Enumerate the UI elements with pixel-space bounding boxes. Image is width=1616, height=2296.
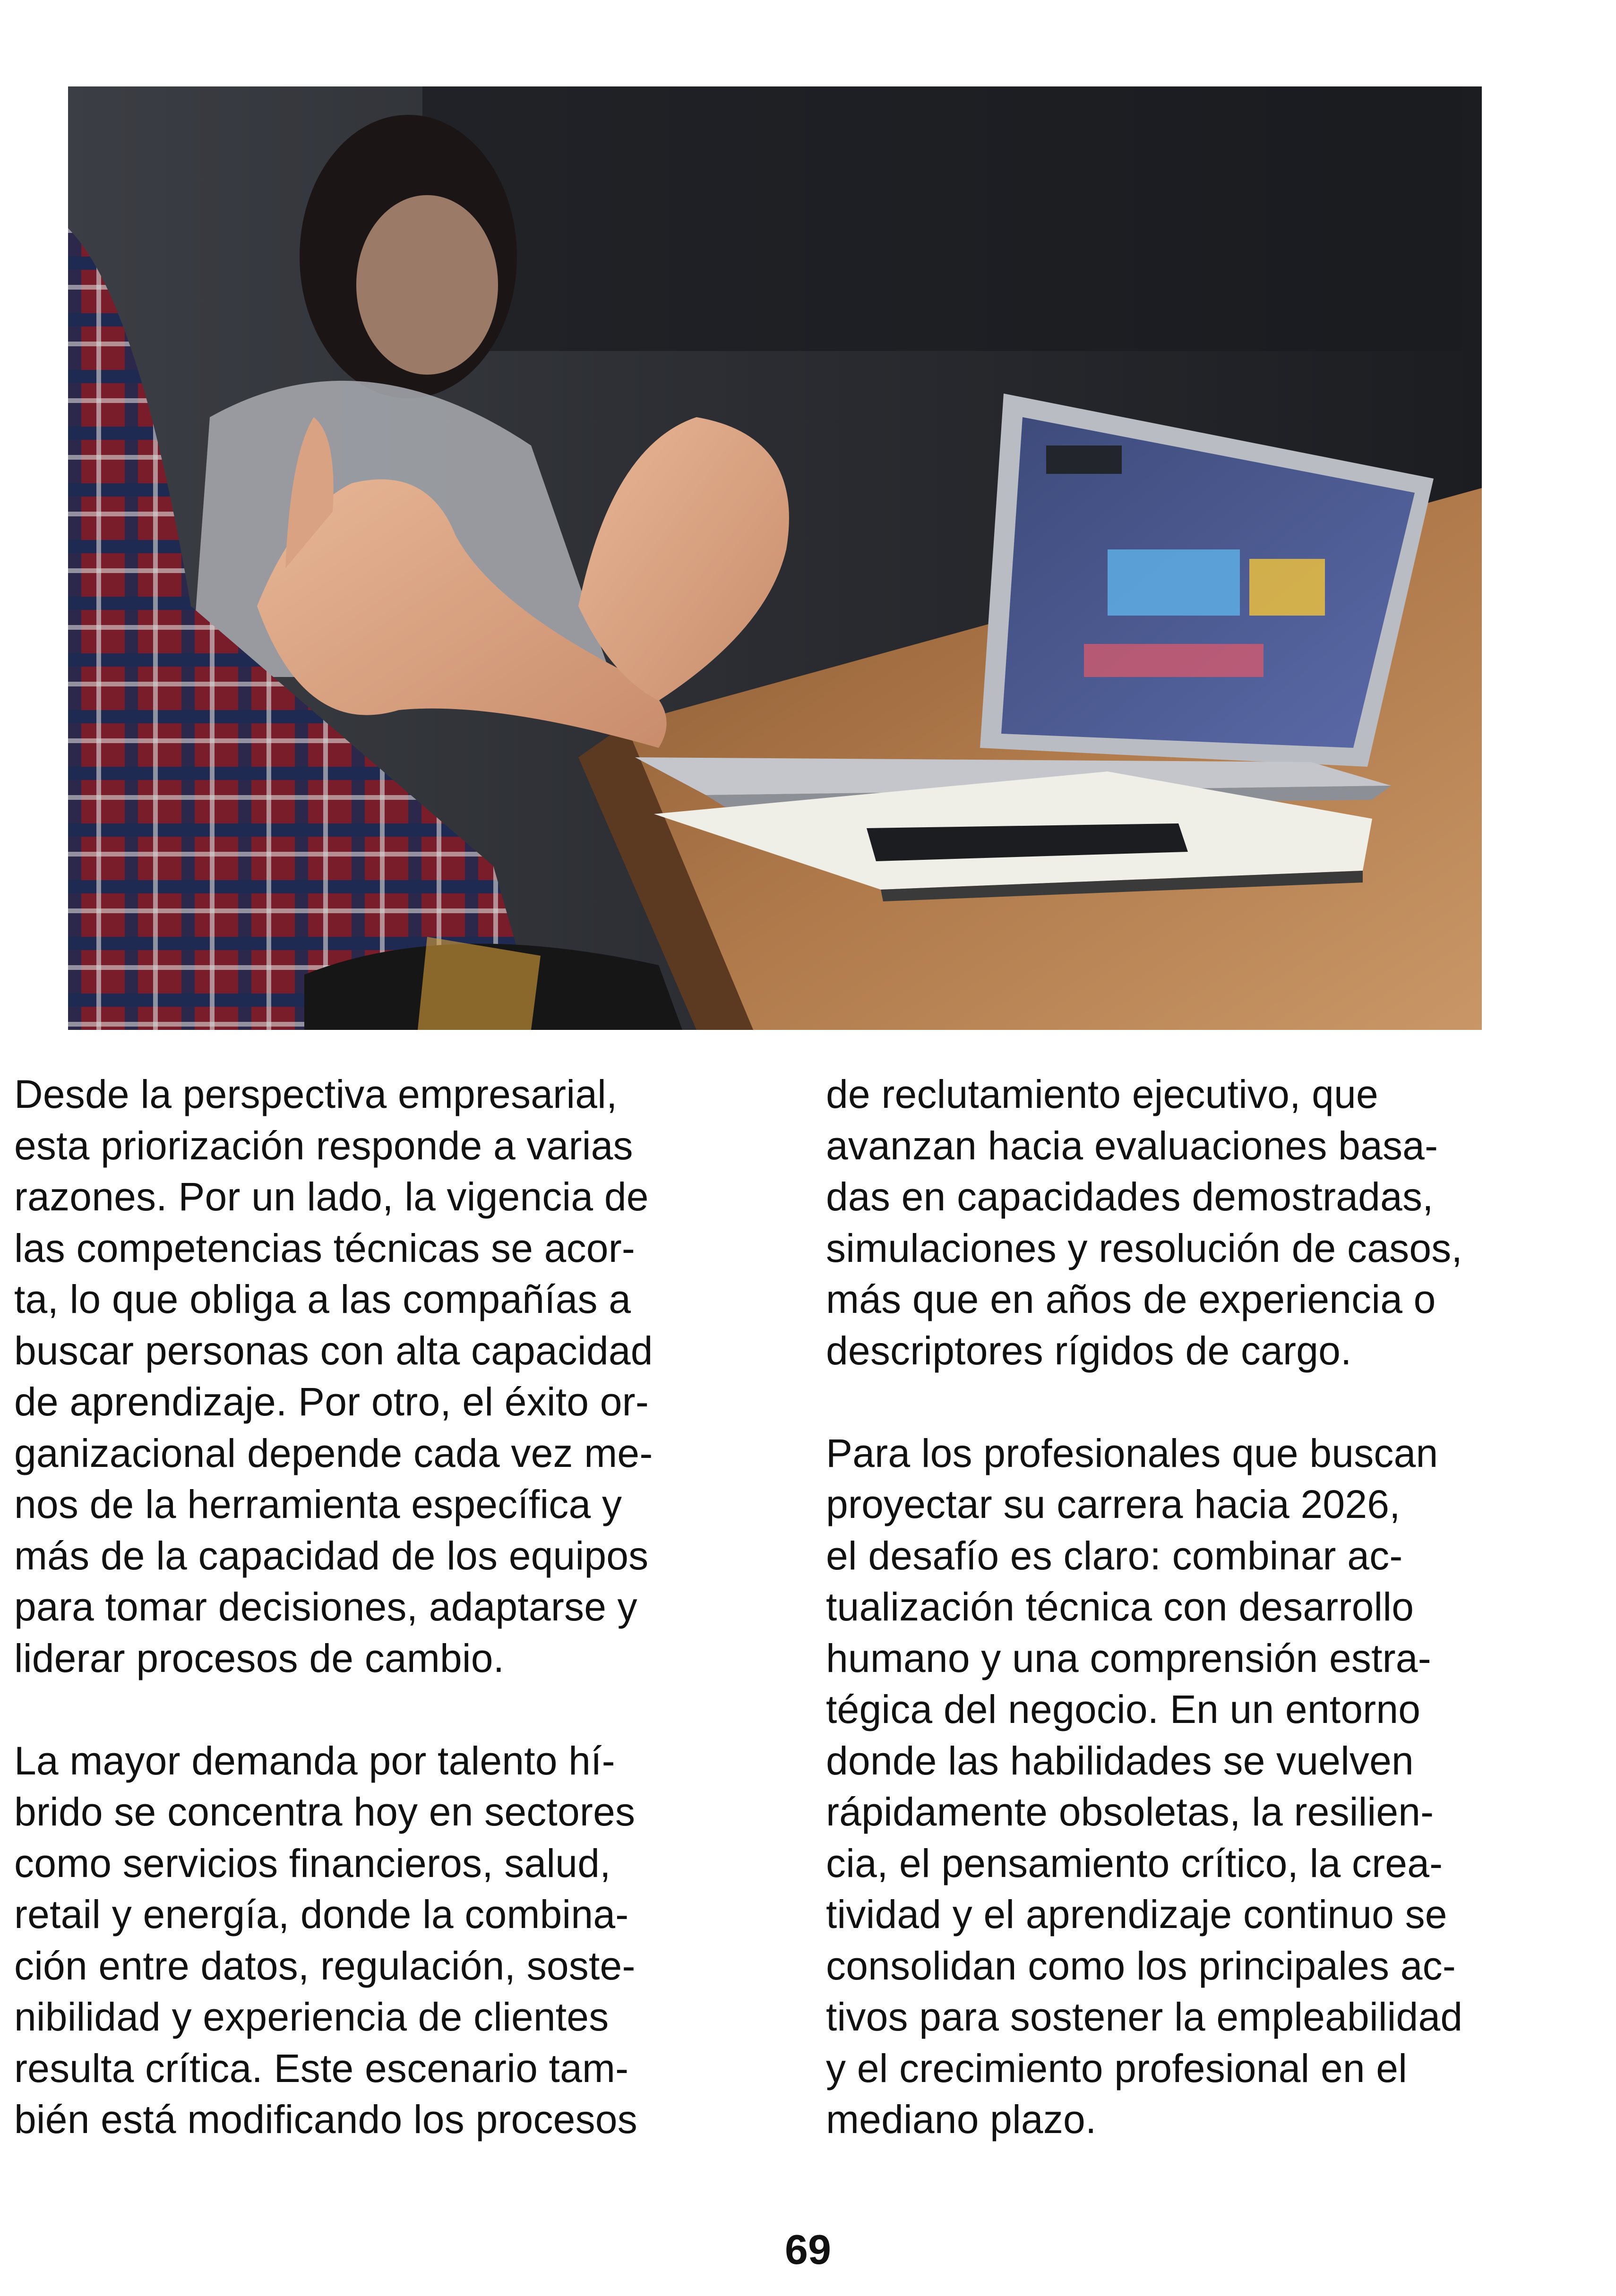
text-line: Para los profesionales que buscan (826, 1431, 1438, 1475)
text-line: nos de la herramienta específica y (14, 1482, 622, 1526)
text-line: tivos para sostener la empleabilidad (826, 1995, 1463, 2039)
text-line: el desafío es claro: combinar ac- (826, 1533, 1403, 1578)
text-line: avanzan hacia evaluaciones basa- (826, 1123, 1438, 1168)
text-line: consolidan como los principales ac- (826, 1943, 1456, 1988)
text-line: brido se concentra hoy en sectores (14, 1790, 636, 1834)
text-line: rápidamente obsoletas, la resilien- (826, 1790, 1434, 1834)
text-line: más de la capacidad de los equipos (14, 1533, 649, 1578)
text-line: Desde la perspectiva empresarial, (14, 1072, 618, 1116)
text-line: humano y una comprensión estra- (826, 1636, 1431, 1680)
text-line: das en capacidades demostradas, (826, 1174, 1434, 1219)
text-line: ción entre datos, regulación, soste- (14, 1943, 636, 1988)
text-line: para tomar decisiones, adaptarse y (14, 1585, 637, 1629)
text-column-left (14, 1069, 756, 2145)
text-line: esta priorización responde a varias (14, 1123, 633, 1168)
text-line: simulaciones y resolución de casos, (826, 1225, 1462, 1270)
page-number: 69 (785, 2226, 831, 2273)
text-line: mediano plazo. (826, 2097, 1097, 2142)
text-line: de reclutamiento ejecutivo, que (826, 1072, 1378, 1116)
text-line: tualización técnica con desarrollo (826, 1585, 1414, 1629)
text-column-right (826, 1069, 1568, 2145)
text-line: ta, lo que obliga a las compañías a (14, 1277, 631, 1321)
meeting-photo (68, 86, 1482, 1030)
text-line: razones. Por un lado, la vigencia de (14, 1174, 649, 1219)
text-line: descriptores rígidos de cargo. (826, 1328, 1352, 1373)
text-line: ganizacional depende cada vez me- (14, 1431, 653, 1475)
text-line: de aprendizaje. Por otro, el éxito or- (14, 1379, 649, 1424)
text-line: resulta crítica. Este escenario tam- (14, 2046, 629, 2090)
text-line: las competencias técnicas se acor- (14, 1225, 636, 1270)
text-line: cia, el pensamiento crítico, la crea- (826, 1841, 1443, 1885)
text-line: proyectar su carrera hacia 2026, (826, 1482, 1401, 1526)
text-line: donde las habilidades se vuelven (826, 1738, 1414, 1783)
text-line: retail y energía, donde la combina- (14, 1892, 629, 1936)
text-line: tividad y el aprendizaje continuo se (826, 1892, 1447, 1936)
text-line: buscar personas con alta capacidad (14, 1328, 653, 1373)
text-line: como servicios financieros, salud, (14, 1841, 611, 1885)
text-line: La mayor demanda por talento hí- (14, 1738, 615, 1783)
text-line: liderar procesos de cambio. (14, 1636, 505, 1680)
paragraph (14, 1069, 756, 1684)
text-line: tégica del negocio. En un entorno (826, 1687, 1421, 1731)
text-line: nibilidad y experiencia de clientes (14, 1995, 609, 2039)
paragraph (826, 1069, 1568, 1376)
text-line: más que en años de experiencia o (826, 1277, 1436, 1321)
text-line: y el crecimiento profesional en el (826, 2046, 1408, 2090)
paragraph (826, 1428, 1568, 2145)
text-line: bién está modificando los procesos (14, 2097, 637, 2142)
meeting-photo-illustration (68, 86, 1482, 1030)
paragraph (14, 1735, 756, 2145)
